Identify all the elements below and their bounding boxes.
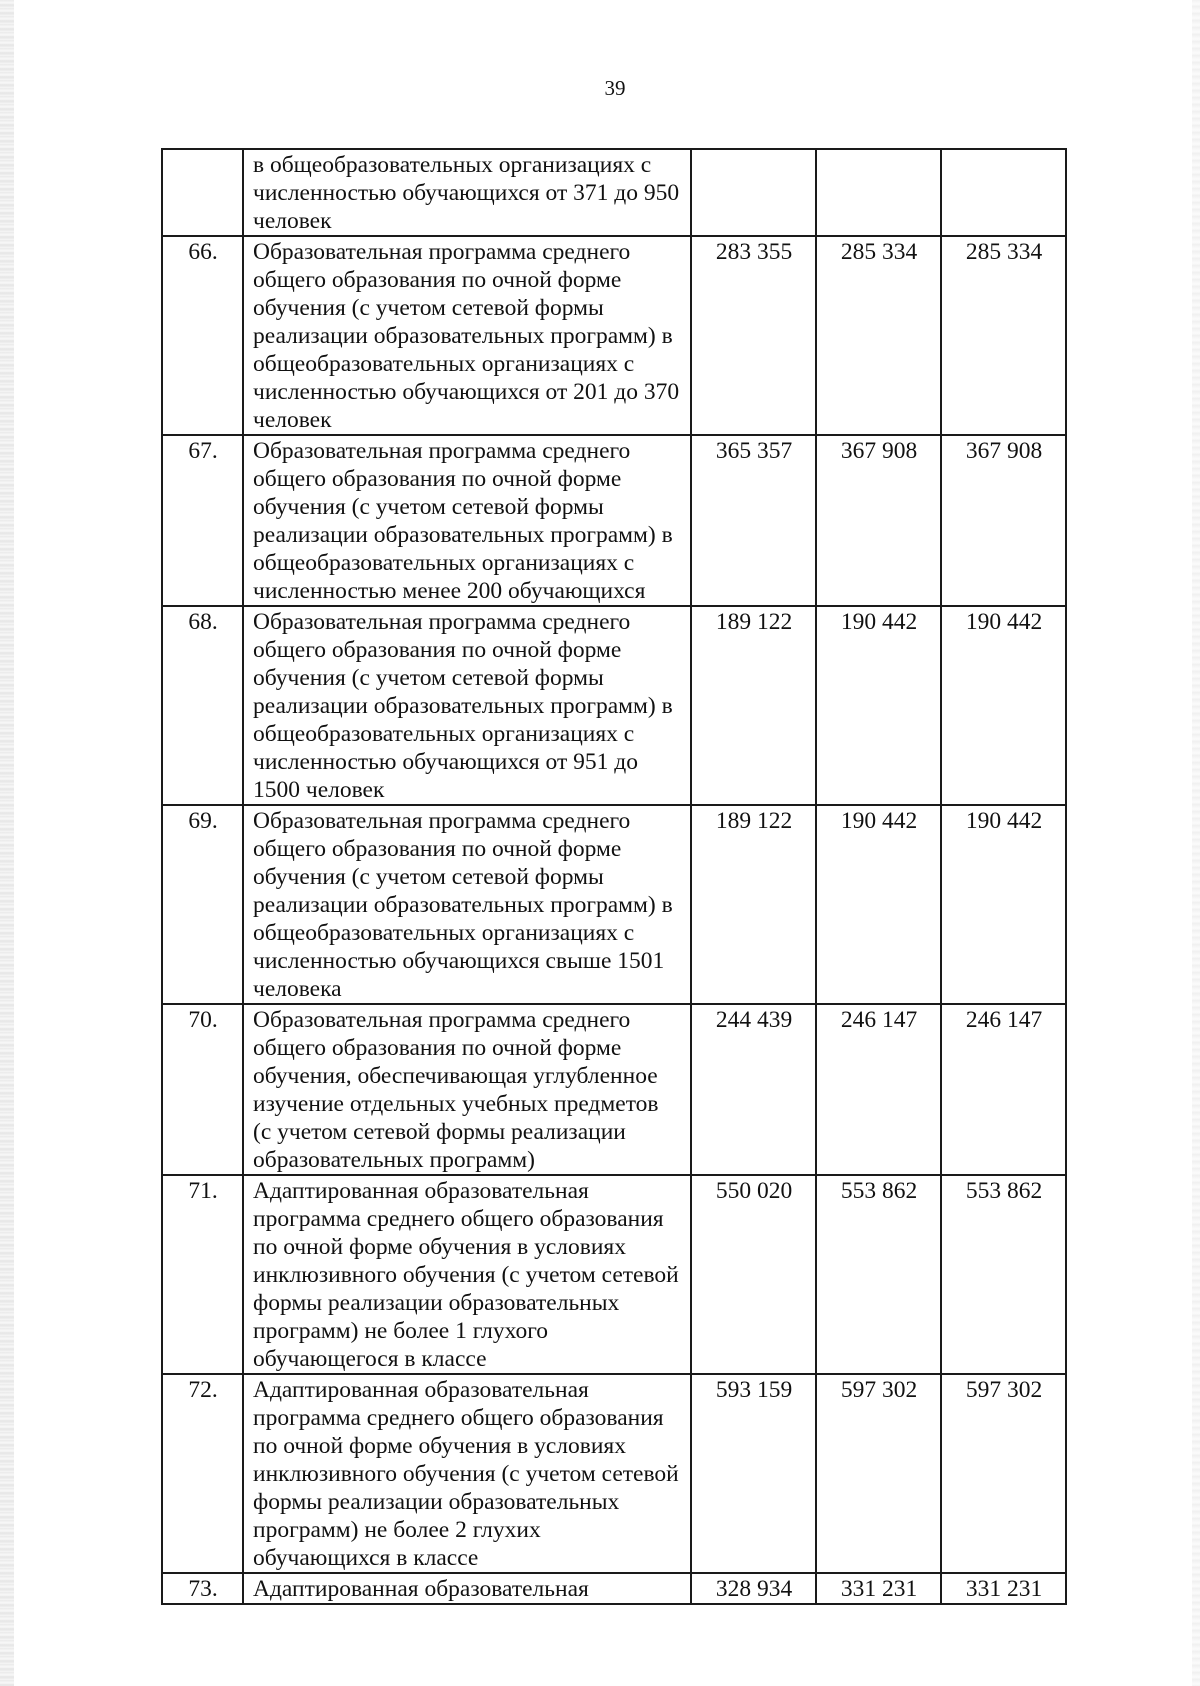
page-number: 39 bbox=[604, 76, 626, 100]
value-cell-3 bbox=[941, 149, 1066, 236]
value-cell-3: 246 147 bbox=[941, 1004, 1066, 1175]
value-cell-3: 190 442 bbox=[941, 805, 1066, 1004]
table-row bbox=[162, 236, 1066, 435]
table-row bbox=[162, 1175, 1066, 1374]
row-number-cell: 72. bbox=[162, 1374, 243, 1573]
description-cell: Образовательная программа среднего общего образования по очной форме обучения (с учетом сетевой формы реализации образовательных программ) в общеобразовательных организациях с численностью обучающихся от 201 до 370 человек bbox=[243, 236, 691, 435]
value-cell-3: 367 908 bbox=[941, 435, 1066, 606]
value-cell-2: 597 302 bbox=[816, 1374, 941, 1573]
value-cell-1 bbox=[691, 149, 816, 236]
value-cell-1: 365 357 bbox=[691, 435, 816, 606]
value-cell-1: 283 355 bbox=[691, 236, 816, 435]
row-number-cell: 73. bbox=[162, 1573, 243, 1604]
row-number-cell: 67. bbox=[162, 435, 243, 606]
value-cell-1: 244 439 bbox=[691, 1004, 816, 1175]
scan-edge-right bbox=[1192, 0, 1200, 1686]
row-number-cell: 69. bbox=[162, 805, 243, 1004]
description-cell: Адаптированная образовательная программа среднего общего образования по очной форме обучения в условиях инклюзивного обучения (с учетом сетевой формы реализации образовательных программ) не более 2 глухих обучающихся в классе bbox=[243, 1374, 691, 1573]
value-cell-3: 553 862 bbox=[941, 1175, 1066, 1374]
description-cell: Адаптированная образовательная программа среднего общего образования по очной форме обучения в условиях инклюзивного обучения (с учетом сетевой формы реализации образовательных программ) не более 1 глухого обучающегося в классе bbox=[243, 1175, 691, 1374]
table-row bbox=[162, 1004, 1066, 1175]
table-row bbox=[162, 1374, 1066, 1573]
value-cell-2: 553 862 bbox=[816, 1175, 941, 1374]
row-number-cell: 68. bbox=[162, 606, 243, 805]
tariff-table bbox=[161, 148, 1067, 1605]
scan-edge-left bbox=[0, 0, 14, 1686]
row-number-cell: 71. bbox=[162, 1175, 243, 1374]
description-cell: Образовательная программа среднего общего образования по очной форме обучения (с учетом сетевой формы реализации образовательных программ) в общеобразовательных организациях с численностью обучающихся свыше 1501 человека bbox=[243, 805, 691, 1004]
description-cell: Адаптированная образовательная bbox=[243, 1573, 691, 1604]
row-number-cell: 66. bbox=[162, 236, 243, 435]
value-cell-3: 597 302 bbox=[941, 1374, 1066, 1573]
value-cell-3: 285 334 bbox=[941, 236, 1066, 435]
table-row bbox=[162, 1573, 1066, 1604]
row-number-cell: 70. bbox=[162, 1004, 243, 1175]
value-cell-3: 331 231 bbox=[941, 1573, 1066, 1604]
description-cell: Образовательная программа среднего общего образования по очной форме обучения (с учетом сетевой формы реализации образовательных программ) в общеобразовательных организациях с численностью менее 200 обучающихся bbox=[243, 435, 691, 606]
row-number-cell bbox=[162, 149, 243, 236]
value-cell-1: 189 122 bbox=[691, 805, 816, 1004]
value-cell-2: 190 442 bbox=[816, 606, 941, 805]
value-cell-2: 367 908 bbox=[816, 435, 941, 606]
table-row bbox=[162, 149, 1066, 236]
table-row bbox=[162, 435, 1066, 606]
value-cell-2: 190 442 bbox=[816, 805, 941, 1004]
value-cell-2 bbox=[816, 149, 941, 236]
value-cell-1: 328 934 bbox=[691, 1573, 816, 1604]
value-cell-1: 593 159 bbox=[691, 1374, 816, 1573]
value-cell-2: 246 147 bbox=[816, 1004, 941, 1175]
table-row bbox=[162, 805, 1066, 1004]
value-cell-3: 190 442 bbox=[941, 606, 1066, 805]
table-row bbox=[162, 606, 1066, 805]
description-cell: в общеобразовательных организациях с численностью обучающихся от 371 до 950 человек bbox=[243, 149, 691, 236]
description-cell: Образовательная программа среднего общего образования по очной форме обучения, обеспечивающая углубленное изучение отдельных учебных предметов (с учетом сетевой формы реализации образовательных программ) bbox=[243, 1004, 691, 1175]
value-cell-2: 285 334 bbox=[816, 236, 941, 435]
description-cell: Образовательная программа среднего общего образования по очной форме обучения (с учетом сетевой формы реализации образовательных программ) в общеобразовательных организациях с численностью обучающихся от 951 до 1500 человек bbox=[243, 606, 691, 805]
value-cell-1: 550 020 bbox=[691, 1175, 816, 1374]
value-cell-1: 189 122 bbox=[691, 606, 816, 805]
value-cell-2: 331 231 bbox=[816, 1573, 941, 1604]
